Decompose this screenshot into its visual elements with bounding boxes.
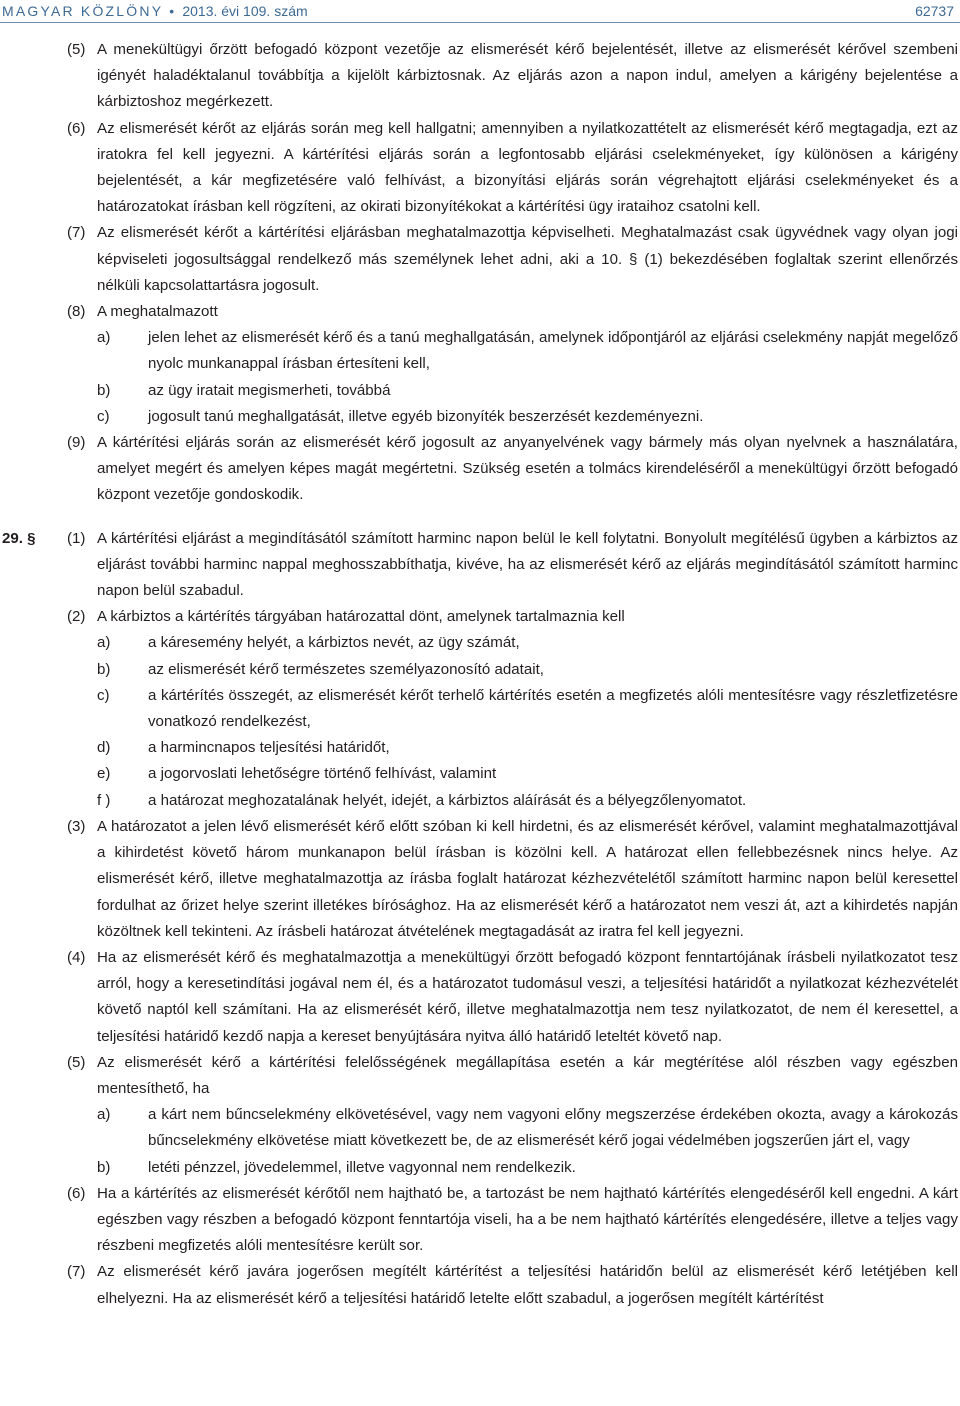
list-item-label: a) xyxy=(97,634,111,652)
list-item-text: az elismerését kérő természetes személyazonosító adatait, xyxy=(148,660,544,678)
list-item xyxy=(0,1102,958,1154)
paragraph-text: Az elismerését kérő a kártérítési felelősségének megállapítása esetén a kár megtérítése alól részben vagy egészben mentesíthető, ha xyxy=(97,1053,958,1097)
paragraph-text: A kártérítési eljárás során az elismerését kérő jogosult az anyanyelvének vagy bármely más olyan nyelvnek a használatára, amelyet megért és amelyen képes magát megértetni. Szükség esetén a tolmács kirendeléséről a menekültügyi őrzött befogadó központ vezetője gondoskodik. xyxy=(97,434,958,504)
list-item xyxy=(0,735,958,761)
paragraph xyxy=(0,814,958,945)
list-item xyxy=(0,325,958,377)
list-item xyxy=(0,630,958,656)
list-item-text: jelen lehet az elismerését kérő és a tanú meghallgatásán, amelynek időpontjáról az eljárási cselekmény napját megelőző nyolc munkanappal írásban értesíteni kell, xyxy=(148,329,958,373)
list-item-label: d) xyxy=(97,739,111,757)
paragraph xyxy=(0,1050,958,1102)
list-item-text: jogosult tanú meghallgatását, illetve egyéb bizonyíték beszerzését kezdeményezni. xyxy=(148,407,704,425)
list-item-label: b) xyxy=(97,660,111,678)
paragraph-text: A menekültügyi őrzött befogadó központ vezetője az elismerését kérő bejelentését, illetve az elismerését kérővel szembeni igényét haladéktalanul továbbítja a kijelölt kárbiztosnak. Az eljárás azon a napon indul, amelyen a kárigény bejelentése a kárbiztoshoz megérkezett. xyxy=(97,41,958,111)
list-item-text: a harmincnapos teljesítési határidőt, xyxy=(148,739,390,757)
paragraph-number: (3) xyxy=(67,817,86,835)
paragraph-number: (2) xyxy=(67,608,86,626)
list-item-label: c) xyxy=(97,686,110,704)
paragraph xyxy=(0,945,958,1050)
list-item-text: az ügy iratait megismerheti, továbbá xyxy=(148,381,391,399)
list-item xyxy=(0,378,958,404)
list-item xyxy=(0,404,958,430)
paragraph-text: A kárbiztos a kártérítés tárgyában határozattal dönt, amelynek tartalmaznia kell xyxy=(97,608,625,626)
paragraph-text: Az elismerését kérő javára jogerősen megítélt kártérítést a teljesítési határidőn belül az elismerését kérő letétjében kell elhelyezni. Ha az elismerését kérő a teljesítési határidő letelte előtt szabadul, a jogerősen megítélt kártérítést xyxy=(97,1263,958,1307)
paragraph-number: (8) xyxy=(67,303,86,321)
list-item-label: b) xyxy=(97,381,111,399)
header-bullet: • xyxy=(169,3,177,19)
paragraph-number: (5) xyxy=(67,41,86,58)
list-item-text: a határozat meghozatalának helyét, idejét, a kárbiztos aláírását és a bélyegzőlenyomatot. xyxy=(148,791,747,809)
paragraph-text: Ha az elismerését kérő és meghatalmazottja a menekültügyi őrzött befogadó központ fenntartójának írásbeli nyilatkozatot tesz arról, hogy a keresetindítási jogával nem él, és a határozatot tudomásul veszi, a teljesítési határidőt a nyilatkozat kézhezvételét követő naptól kell számítani. Ha az elismerését kérő, illetve meghatalmazottja nem tesz nyilatkozatot, de nem él keresettel, a teljesítési határidő kezdő napja a kereset benyújtására nyitva álló határidő leteltét követő nap. xyxy=(97,948,958,1045)
list-item xyxy=(0,761,958,787)
running-head xyxy=(0,3,308,19)
paragraph xyxy=(0,526,958,605)
section-gap xyxy=(0,509,960,526)
document-body xyxy=(0,37,960,1312)
paragraph-number: (6) xyxy=(67,1184,86,1202)
paragraph-text: A határozatot a jelen lévő elismerését kérő előtt szóban ki kell hirdetni, és az elismerését kérővel, valamint meghatalmazottjával a kihirdetést követő három munkanapon belül írásban is közölni kell. A határozat ellen fellebbezésnek nincs helye. Az elismerését kérő, illetve meghatalmazottja az írásba foglalt határozat kézhezvételétől számított harminc napon belül keresettel fordulhat az őrizet helye szerint illetékes bírósághoz. Ha az elismerését kérő a határozatot nem veszi át, azt a kihirdetés napján közöltnek kell tekinteni. Az írásbeli határozat átvételének megtagadását az iratra fel kell jegyezni. xyxy=(97,817,958,940)
paragraph-text: Az elismerését kérőt az eljárás során meg kell hallgatni; amennyiben a nyilatkozattételt az elismerését kérő megtagadja, ezt az iratokra fel kell jegyezni. A kártérítési eljárás során a legfontosabb eljárási cselekményeket, így különösen a kárigény bejelentését, a kár megfizetésére való felhívást, a bizonyítási eljárás során végrehajtott eljárási cselekményeket és a határozatokat írásban kell rögzíteni, az okirati bizonyítékokat a kártérítési ügy irataihoz csatolni kell. xyxy=(97,119,958,216)
paragraph-text: A meghatalmazott xyxy=(97,303,218,321)
paragraph xyxy=(0,299,958,325)
list-item-label: e) xyxy=(97,765,111,783)
list-item-text: a jogorvoslati lehetőségre történő felhívást, valamint xyxy=(148,765,497,783)
header-rule xyxy=(0,22,960,23)
paragraph xyxy=(0,220,958,299)
paragraph-number: (1) xyxy=(67,529,86,547)
list-item-label: f ) xyxy=(97,791,111,809)
paragraph-number: (9) xyxy=(67,434,86,452)
paragraph-number: (7) xyxy=(67,1263,86,1281)
list-item-text: a káresemény helyét, a kárbiztos nevét, az ügy számát, xyxy=(148,634,520,652)
list-item xyxy=(0,657,958,683)
paragraph xyxy=(0,604,958,630)
paragraph-number: (4) xyxy=(67,948,86,966)
journal-title: MAGYAR KÖZLÖNY xyxy=(2,3,164,19)
list-item-text: letéti pénzzel, jövedelemmel, illetve vagyonnal nem rendelkezik. xyxy=(148,1158,576,1176)
issue-number: 2013. évi 109. szám xyxy=(182,3,308,19)
list-item-label: a) xyxy=(97,1106,111,1124)
paragraph xyxy=(0,116,958,221)
paragraph-text: Az elismerését kérőt a kártérítési eljárásban meghatalmazottja képviselheti. Meghatalmazást csak ügyvédnek vagy olyan jogi képviseleti jogosultsággal rendelkező más személynek lehet adni, aki a 10. § (1) bekezdésében foglaltak szerint ellenőrzés nélküli kapcsolattartásra jogosult. xyxy=(97,224,958,294)
list-item-text: a kárt nem bűncselekmény elkövetésével, vagy nem vagyoni előny megszerzése érdekében okozta, avagy a károkozás bűncselekmény elkövetése miatt következett be, de az elismerését kérő jogai védelmében jogszerűen járt el, vagy xyxy=(148,1106,958,1150)
paragraph-number: (5) xyxy=(67,1053,86,1071)
list-item xyxy=(0,1155,958,1181)
paragraph-text: Ha a kártérítés az elismerését kérőtől nem hajtható be, a tartozást be nem hajtható kártérítés elengedéséről kell engedni. A kárt egészben vagy részben a befogadó központ fenntartója viseli, ha a be nem hajtható kártérítés elengedésére, illetve a teljes vagy részbeni megfizetés alóli mentesítésre került sor. xyxy=(97,1184,958,1255)
paragraph xyxy=(0,430,958,509)
paragraph-number: (7) xyxy=(67,224,86,242)
paragraph-number: (6) xyxy=(67,119,86,137)
list-item-label: b) xyxy=(97,1158,111,1176)
list-item xyxy=(0,788,958,814)
list-item-text: a kártérítés összegét, az elismerését kérőt terhelő kártérítés esetén a megfizetés alóli mentesítésre vagy részletfizetésre vonatkozó rendelkezést, xyxy=(148,686,958,731)
list-item-label: a) xyxy=(97,329,111,347)
list-item-label: c) xyxy=(97,407,110,425)
list-item xyxy=(0,683,958,735)
paragraph xyxy=(0,1181,958,1260)
paragraph xyxy=(0,37,958,116)
paragraph xyxy=(0,1259,958,1311)
section-label: 29. § xyxy=(2,529,36,547)
paragraph-text: A kártérítési eljárást a megindításától számított harminc napon belül le kell folytatni. Bonyolult megítélésű ügyben a kárbiztos az eljárást további harminc nappal meghosszabbíthatja, kivéve, ha az elismerését kérő az eljárás megindításától számított harminc napon belül szabadul. xyxy=(97,529,958,600)
page-header xyxy=(0,0,958,22)
page-number: 62737 xyxy=(915,3,954,19)
